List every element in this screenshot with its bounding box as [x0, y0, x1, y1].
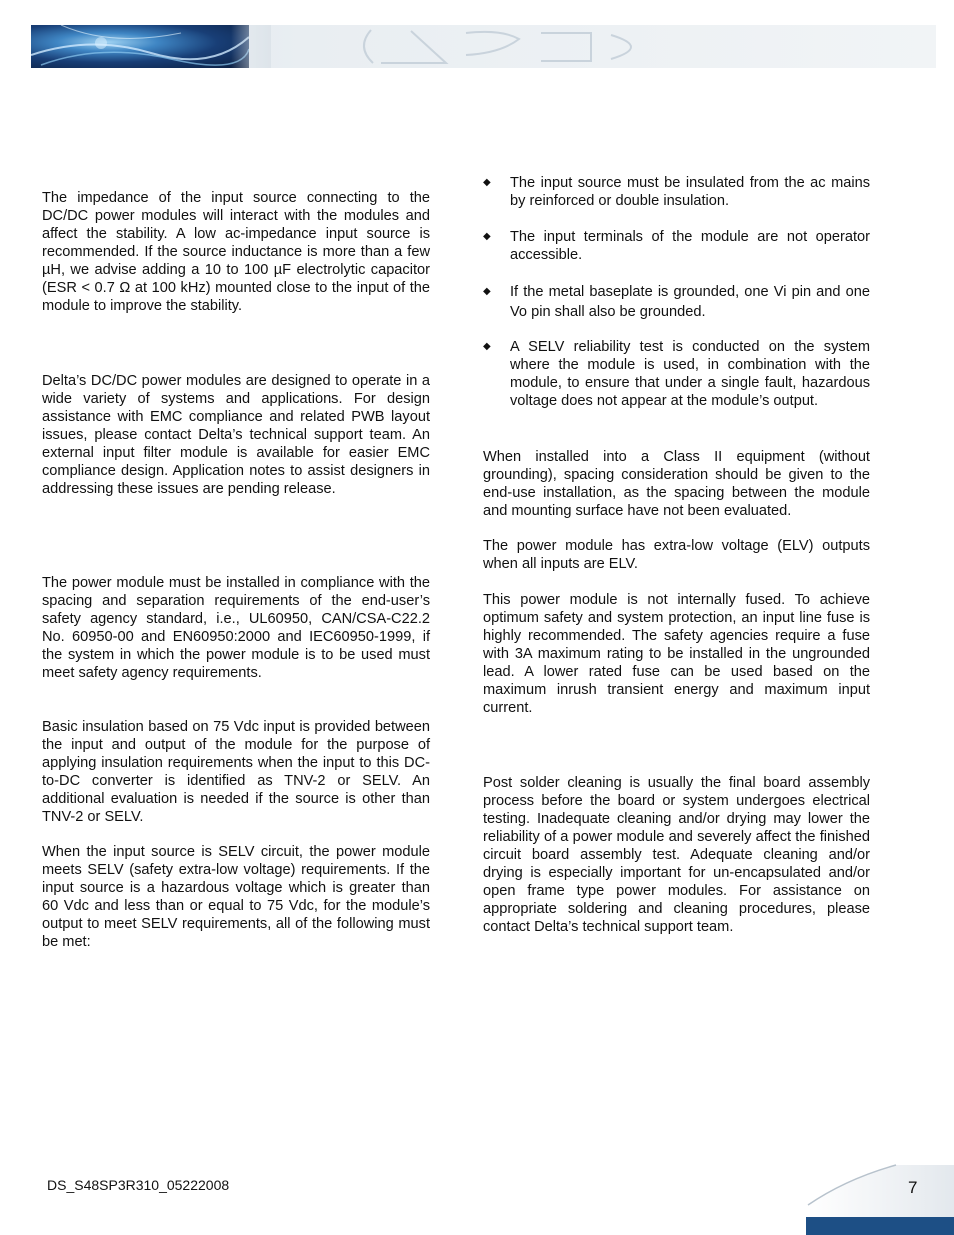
banner-watermark-logo: [261, 25, 936, 68]
bullet-icon: ◆: [483, 177, 491, 188]
paragraph-text: The power module has extra-low voltage (ELV) outputs when all inputs are ELV.: [483, 538, 870, 572]
header-banner: [31, 25, 936, 68]
paragraph-text: When the input source is SELV circuit, the power module meets SELV (safety extra-low voltage) requirements. If the input source is a hazardous voltage which is greater than 60 Vdc and less than or equal to 75 Vdc, for the module’s output to meet SELV requirements, all of the following must be met:: [42, 844, 430, 950]
list-item: [483, 228, 870, 264]
paragraph-text: Basic insulation based on 75 Vdc input is provided between the input and output of the module for the purpose of applying insulation requirements when the input to this DC-to-DC converter is identified as TNV-2 or SELV. An additional evaluation is needed if the source is other than TNV-2 or SELV.: [42, 719, 430, 825]
paragraph-text: The impedance of the input source connecting to the DC/DC power modules will interact with the modules and affect the stability. A low ac-impedance input source is recommended. If the source inductance is more than a few µH, we advise adding a 10 to 100 µF electrolytic capacitor (ESR < 0.7 Ω at 100 kHz) mounted close to the input of the module to improve the stability.: [42, 190, 430, 314]
class-ii-paragraph: [483, 448, 870, 520]
paragraph-text: When installed into a Class II equipment (without grounding), spacing consideration should be given to the end-use installation, as the spacing between the module and mounting surface have not been evaluated.: [483, 449, 870, 519]
list-item-text: If the metal baseplate is grounded, one Vi pin and one Vo pin shall also be grounded.: [510, 284, 870, 320]
list-item-text: A SELV reliability test is conducted on the system where the module is used, in combination with the module, to ensure that under a single fault, hazardous voltage does not appear at the module’s output.: [510, 339, 870, 409]
list-item: [483, 282, 870, 322]
bullet-icon: ◆: [483, 231, 491, 242]
selv-paragraph: [42, 843, 430, 951]
list-item: [483, 338, 870, 410]
bullet-icon: ◆: [483, 341, 491, 352]
paragraph-text: This power module is not internally fused. To achieve optimum safety and system protection, an input line fuse is highly recommended. The safety agencies require a fuse with 3A maximum rating to be installed in the ungrounded lead. A lower rated fuse can be used based on the maximum inrush transient energy and maximum input current.: [483, 592, 870, 716]
page-corner-decoration: [796, 1155, 954, 1235]
input-source-impedance-paragraph: [42, 189, 430, 315]
bullet-icon: ◆: [483, 286, 491, 297]
paragraph-text: Delta’s DC/DC power modules are designed to operate in a wide variety of systems and applications. For design assistance with EMC compliance and related PWB layout issues, please contact Delta’s technical support team. An external input filter module is available for easier EMC compliance design. Application notes to assist designers in addressing these issues are pending release.: [42, 373, 430, 497]
cleaning-paragraph: [483, 774, 870, 936]
list-item: [483, 174, 870, 210]
paragraph-text: Post solder cleaning is usually the final board assembly process before the board or system undergoes electrical testing. Inadequate cleaning and/or drying may lower the reliability of a power module and severely affect the finished circuit board assembly test. Adequate cleaning and/or drying is especially important for un-encapsulated and/or open frame type power modules. For assistance on appropriate soldering and cleaning procedures, please contact Delta’s technical support team.: [483, 775, 870, 935]
list-item-text: The input source must be insulated from the ac mains by reinforced or double insulation.: [510, 175, 870, 209]
document-id: DS_S48SP3R310_05222008: [47, 1177, 230, 1193]
paragraph-text: The power module must be installed in compliance with the spacing and separation requirements of the end-user’s safety agency standard, i.e., UL60950, CAN/CSA-C22.2 No. 60950-00 and EN60950:2000 and IEC60950-1999, if the system in which the power module is to be used must meet safety agency requirements.: [42, 575, 430, 681]
safety-standards-paragraph: [42, 574, 430, 682]
emc-paragraph: [42, 372, 430, 498]
page-number: 7: [908, 1178, 918, 1197]
banner-photo-image: [31, 25, 249, 68]
fuse-paragraph: [483, 591, 870, 717]
basic-insulation-paragraph: [42, 718, 430, 826]
list-item-text: The input terminals of the module are not operator accessible.: [510, 229, 870, 263]
elv-paragraph: [483, 537, 870, 573]
